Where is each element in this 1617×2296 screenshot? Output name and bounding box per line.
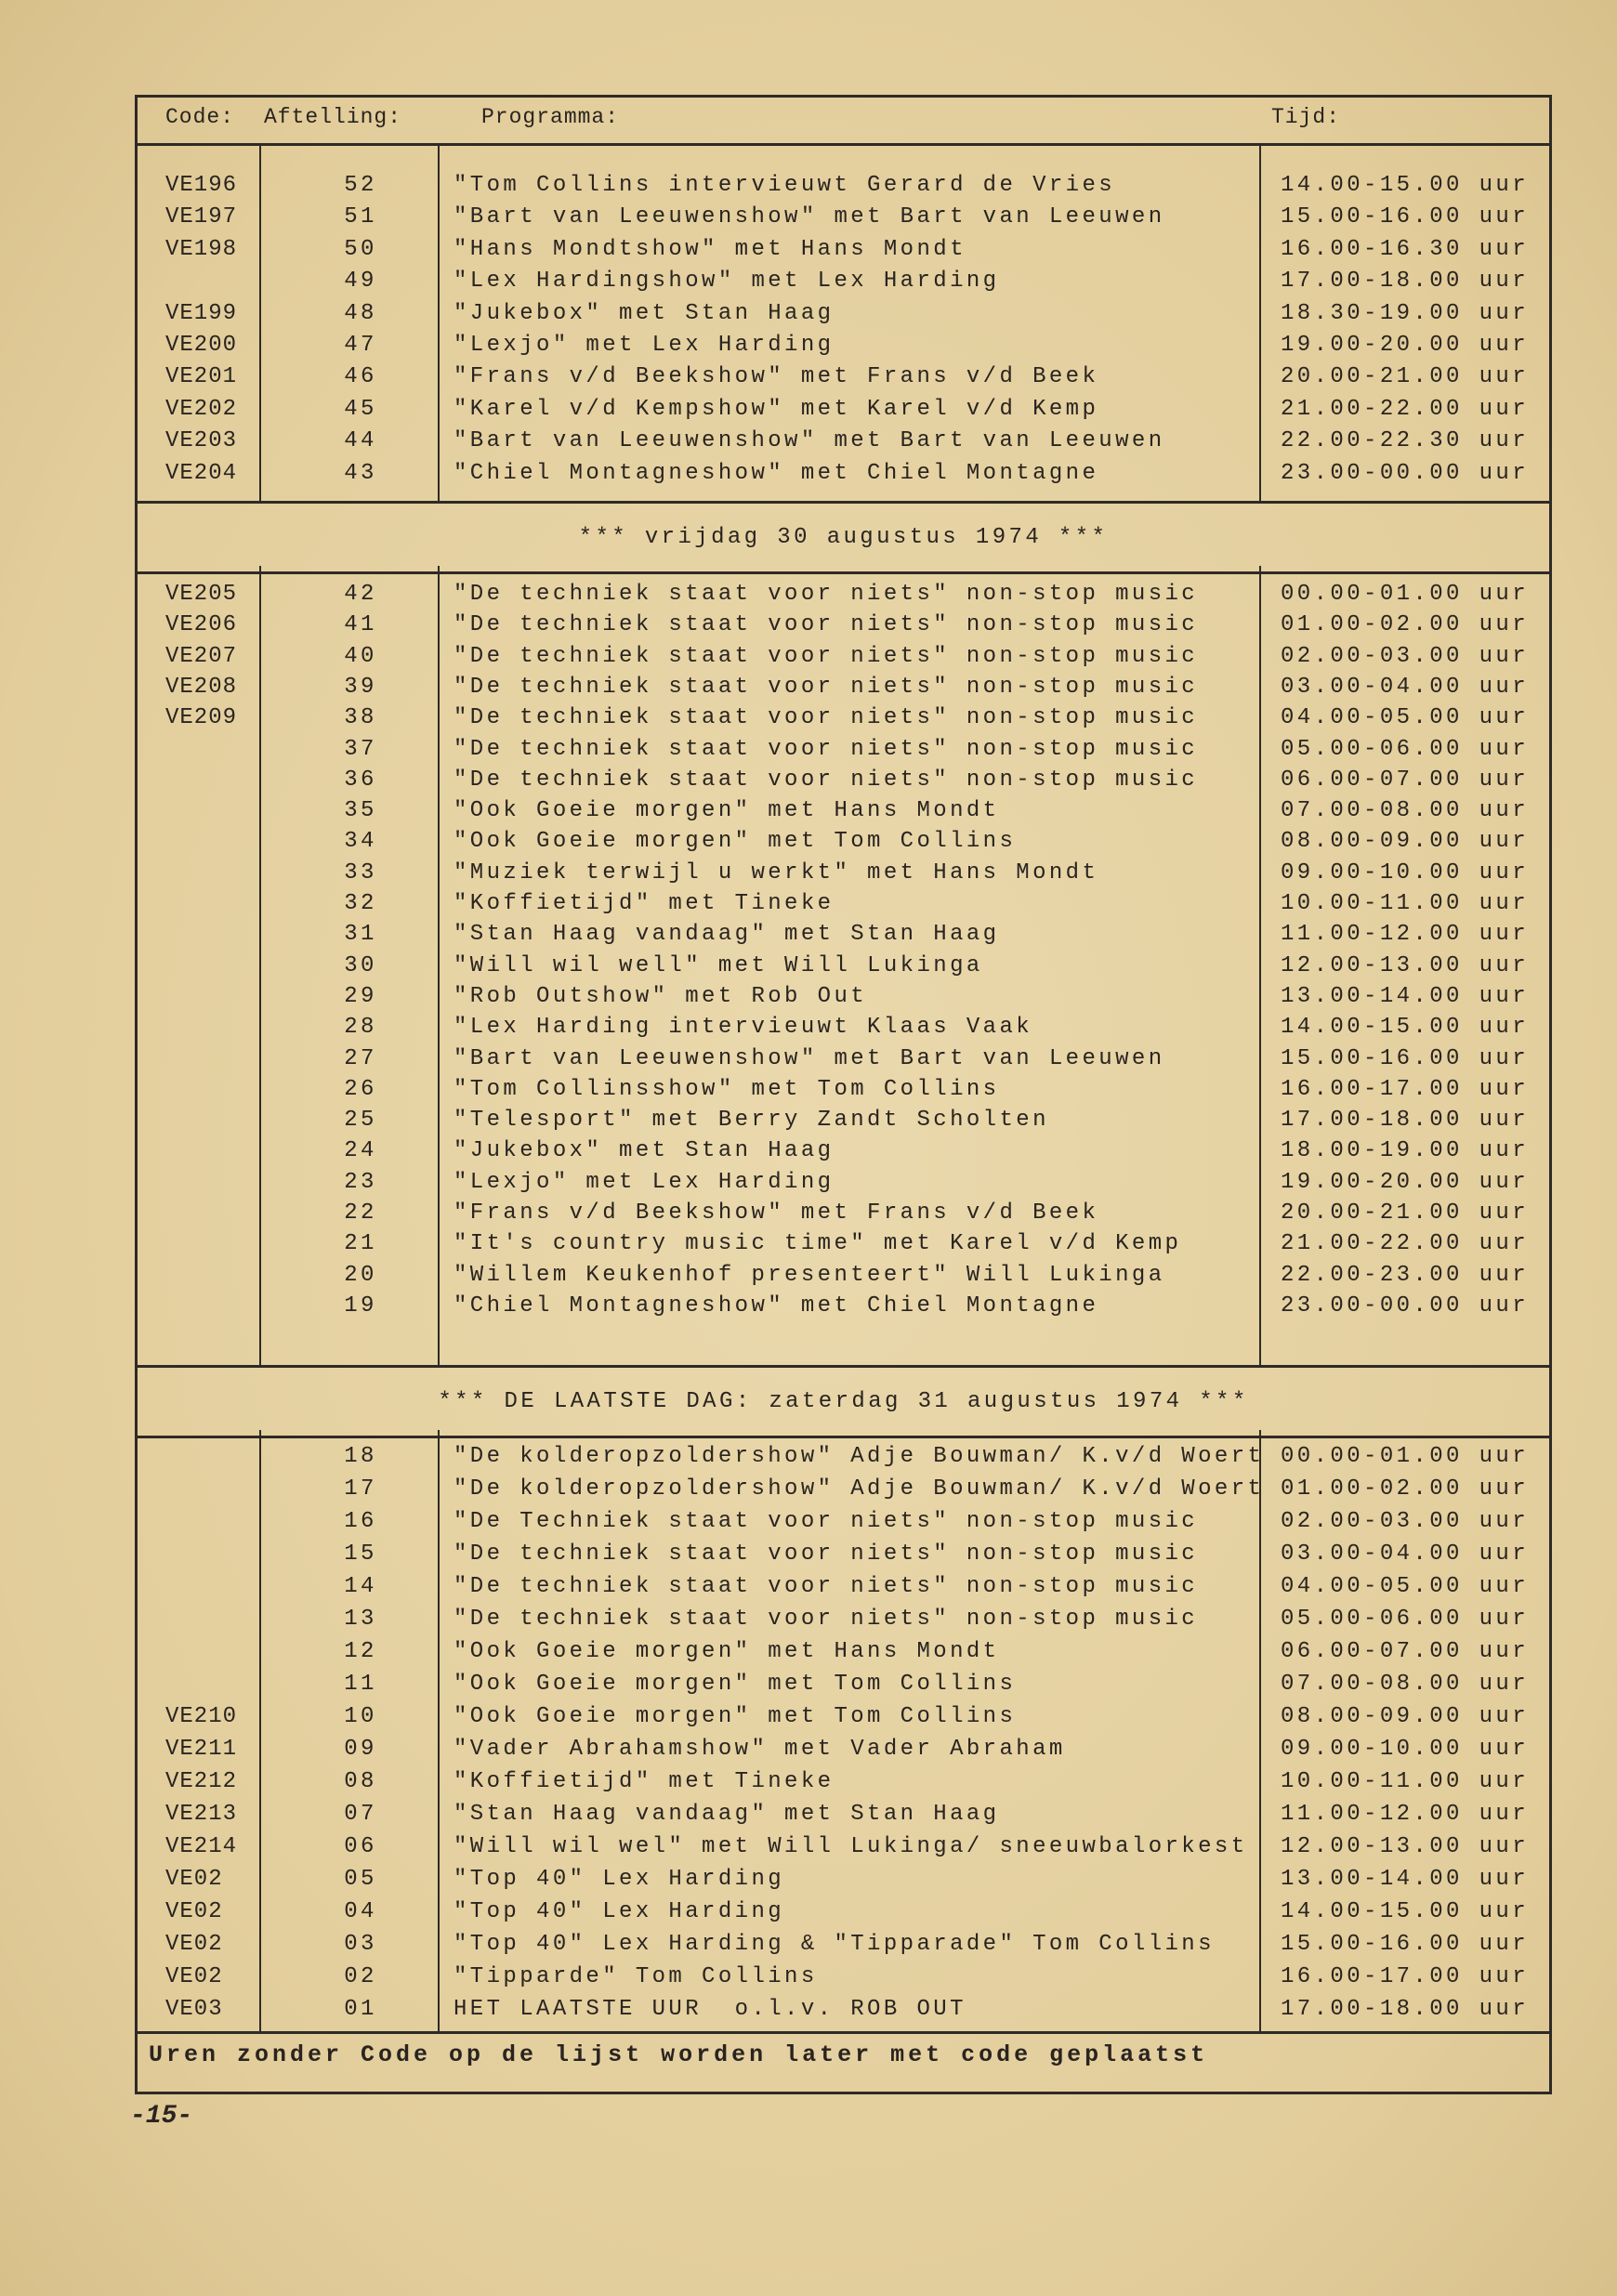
programma-cell: "De techniek staat voor niets" non-stop music <box>454 736 1199 762</box>
programma-cell: "Muziek terwijl u werkt" met Hans Mondt <box>454 859 1099 886</box>
code-cell: VE203 <box>165 428 238 454</box>
section-divider <box>138 1365 1549 1368</box>
programma-cell: "Karel v/d Kempshow" met Karel v/d Kemp <box>454 396 1099 422</box>
programma-cell: "Bart van Leeuwenshow" met Bart van Leeuwen <box>454 204 1165 230</box>
aftelling-cell: 26 <box>344 1076 377 1102</box>
aftelling-cell: 10 <box>344 1704 377 1729</box>
programma-cell: "Top 40" Lex Harding & "Tipparade" Tom Collins <box>454 1932 1215 1957</box>
aftelling-cell: 39 <box>344 674 377 700</box>
aftelling-cell: 46 <box>344 364 377 390</box>
table-row <box>138 952 1549 980</box>
tijd-cell: 11.00-12.00 uur <box>1281 1802 1530 1827</box>
aftelling-cell: 20 <box>344 1262 377 1288</box>
aftelling-cell: 13 <box>344 1607 377 1632</box>
header-tijd: Tijd: <box>1271 105 1341 129</box>
programma-cell: HET LAATSTE UUR o.l.v. ROB OUT <box>454 1997 966 2022</box>
code-cell: VE204 <box>165 460 238 486</box>
programma-cell: "Rob Outshow" met Rob Out <box>454 983 868 1009</box>
aftelling-cell: 52 <box>344 173 377 198</box>
code-cell: VE03 <box>165 1997 223 2022</box>
table-row <box>138 1230 1549 1258</box>
tijd-cell: 20.00-21.00 uur <box>1281 364 1530 390</box>
aftelling-cell: 35 <box>344 798 377 824</box>
code-cell: VE205 <box>165 582 238 607</box>
code-cell: VE02 <box>165 1899 223 1924</box>
tijd-cell: 19.00-20.00 uur <box>1281 333 1530 358</box>
programma-cell: "Lex Harding intervieuwt Klaas Vaak <box>454 1015 1033 1041</box>
aftelling-cell: 15 <box>344 1542 377 1567</box>
tijd-cell: 16.00-17.00 uur <box>1281 1964 1530 1989</box>
tijd-cell: 11.00-12.00 uur <box>1281 922 1530 948</box>
aftelling-cell: 31 <box>344 922 377 948</box>
table-row <box>138 1045 1549 1073</box>
table-row <box>138 921 1549 949</box>
tijd-cell: 07.00-08.00 uur <box>1281 798 1530 824</box>
programma-cell: "De Techniek staat voor niets" non-stop music <box>454 1509 1199 1534</box>
aftelling-cell: 01 <box>344 1997 377 2022</box>
tijd-cell: 05.00-06.00 uur <box>1281 1607 1530 1632</box>
programma-cell: "Vader Abrahamshow" met Vader Abraham <box>454 1737 1066 1762</box>
aftelling-cell: 32 <box>344 891 377 916</box>
table-row <box>138 1107 1549 1135</box>
programma-cell: "Bart van Leeuwenshow" met Bart van Leeuwen <box>454 1045 1165 1071</box>
programma-cell: "Jukebox" met Stan Haag <box>454 1138 835 1164</box>
programma-cell: "Will wil wel" met Will Lukinga/ sneeuwbalorkest <box>454 1834 1248 1859</box>
aftelling-cell: 48 <box>344 300 377 326</box>
table-row <box>138 1508 1549 1536</box>
programma-cell: "Top 40" Lex Harding <box>454 1867 785 1892</box>
code-cell: VE199 <box>165 300 238 326</box>
programma-cell: "Stan Haag vandaag" met Stan Haag <box>454 922 1000 948</box>
table-row <box>138 1638 1549 1666</box>
tijd-cell: 16.00-17.00 uur <box>1281 1076 1530 1102</box>
code-cell: VE196 <box>165 173 238 198</box>
tijd-cell: 21.00-22.00 uur <box>1281 1231 1530 1257</box>
programma-cell: "De techniek staat voor niets" non-stop music <box>454 1574 1199 1599</box>
tijd-cell: 18.00-19.00 uur <box>1281 1138 1530 1164</box>
tijd-cell: 05.00-06.00 uur <box>1281 736 1530 762</box>
aftelling-cell: 24 <box>344 1138 377 1164</box>
programma-cell: "Top 40" Lex Harding <box>454 1899 785 1924</box>
programma-cell: "Lexjo" met Lex Harding <box>454 1169 835 1195</box>
tijd-cell: 15.00-16.00 uur <box>1281 204 1530 230</box>
table-row <box>138 363 1549 391</box>
programma-cell: "Lex Hardingshow" met Lex Harding <box>454 269 1000 295</box>
schedule-table <box>135 95 1552 2094</box>
aftelling-cell: 41 <box>344 612 377 638</box>
aftelling-cell: 04 <box>344 1899 377 1924</box>
aftelling-cell: 29 <box>344 983 377 1009</box>
tijd-cell: 03.00-04.00 uur <box>1281 674 1530 700</box>
tijd-cell: 04.00-05.00 uur <box>1281 705 1530 731</box>
aftelling-cell: 25 <box>344 1108 377 1134</box>
tijd-cell: 21.00-22.00 uur <box>1281 396 1530 422</box>
code-cell: VE200 <box>165 333 238 358</box>
tijd-cell: 17.00-18.00 uur <box>1281 1997 1530 2022</box>
day-banner: *** vrijdag 30 augustus 1974 *** <box>578 525 1109 550</box>
aftelling-cell: 28 <box>344 1015 377 1041</box>
table-row <box>138 1076 1549 1104</box>
tijd-cell: 09.00-10.00 uur <box>1281 1737 1530 1762</box>
tijd-cell: 17.00-18.00 uur <box>1281 269 1530 295</box>
table-row <box>138 581 1549 609</box>
tijd-cell: 17.00-18.00 uur <box>1281 1108 1530 1134</box>
tijd-cell: 02.00-03.00 uur <box>1281 643 1530 669</box>
tijd-cell: 15.00-16.00 uur <box>1281 1045 1530 1071</box>
table-row <box>138 1137 1549 1165</box>
aftelling-cell: 17 <box>344 1476 377 1502</box>
aftelling-cell: 40 <box>344 643 377 669</box>
table-row <box>138 1292 1549 1320</box>
programma-cell: "Frans v/d Beekshow" met Frans v/d Beek <box>454 1200 1099 1226</box>
tijd-cell: 18.30-19.00 uur <box>1281 300 1530 326</box>
programma-cell: "De techniek staat voor niets" non-stop music <box>454 705 1199 731</box>
aftelling-cell: 07 <box>344 1802 377 1827</box>
tijd-cell: 03.00-04.00 uur <box>1281 1542 1530 1567</box>
programma-cell: "Telesport" met Berry Zandt Scholten <box>454 1108 1049 1134</box>
table-row <box>138 983 1549 1011</box>
programma-cell: "Stan Haag vandaag" met Stan Haag <box>454 1802 1000 1827</box>
tijd-cell: 14.00-15.00 uur <box>1281 1899 1530 1924</box>
code-cell: VE201 <box>165 364 238 390</box>
code-cell: VE02 <box>165 1964 223 1989</box>
table-row <box>138 1898 1549 1926</box>
tijd-cell: 23.00-00.00 uur <box>1281 1292 1530 1319</box>
code-cell: VE214 <box>165 1834 238 1859</box>
table-row <box>138 236 1549 264</box>
code-cell: VE211 <box>165 1737 238 1762</box>
programma-cell: "Bart van Leeuwenshow" met Bart van Leeuwen <box>454 428 1165 454</box>
tijd-cell: 01.00-02.00 uur <box>1281 1476 1530 1502</box>
table-row <box>138 268 1549 295</box>
table-row <box>138 1996 1549 2024</box>
tijd-cell: 16.00-16.30 uur <box>1281 236 1530 262</box>
tijd-cell: 14.00-15.00 uur <box>1281 1015 1530 1041</box>
programma-cell: "Koffietijd" met Tineke <box>454 891 835 916</box>
table-row <box>138 828 1549 856</box>
programma-cell: "Ook Goeie morgen" met Tom Collins <box>454 1672 1017 1697</box>
programma-cell: "Tom Collinsshow" met Tom Collins <box>454 1076 1000 1102</box>
aftelling-cell: 12 <box>344 1639 377 1664</box>
programma-cell: "Tipparde" Tom Collins <box>454 1964 818 1989</box>
tijd-cell: 10.00-11.00 uur <box>1281 891 1530 916</box>
programma-cell: "De techniek staat voor niets" non-stop music <box>454 1542 1199 1567</box>
programma-cell: "Koffietijd" met Tineke <box>454 1769 835 1794</box>
programma-cell: "De techniek staat voor niets" non-stop music <box>454 674 1199 700</box>
table-row <box>138 332 1549 360</box>
table-row <box>138 1833 1549 1861</box>
aftelling-cell: 23 <box>344 1169 377 1195</box>
tijd-cell: 04.00-05.00 uur <box>1281 1574 1530 1599</box>
tijd-cell: 20.00-21.00 uur <box>1281 1200 1530 1226</box>
aftelling-cell: 51 <box>344 204 377 230</box>
code-cell: VE210 <box>165 1704 238 1729</box>
programma-cell: "Ook Goeie morgen" met Tom Collins <box>454 1704 1017 1729</box>
tijd-cell: 22.00-23.00 uur <box>1281 1262 1530 1288</box>
aftelling-cell: 30 <box>344 952 377 978</box>
table-row <box>138 1768 1549 1796</box>
aftelling-cell: 43 <box>344 460 377 486</box>
aftelling-cell: 50 <box>344 236 377 262</box>
programma-cell: "Frans v/d Beekshow" met Frans v/d Beek <box>454 364 1099 390</box>
table-row <box>138 1443 1549 1471</box>
header-divider <box>138 143 1549 146</box>
tijd-cell: 08.00-09.00 uur <box>1281 829 1530 855</box>
programma-cell: "Ook Goeie morgen" met Hans Mondt <box>454 798 1000 824</box>
code-cell: VE207 <box>165 643 238 669</box>
code-cell: VE02 <box>165 1932 223 1957</box>
programma-cell: "Ook Goeie morgen" met Hans Mondt <box>454 1639 1000 1664</box>
table-row <box>138 1671 1549 1699</box>
aftelling-cell: 34 <box>344 829 377 855</box>
table-row <box>138 797 1549 825</box>
aftelling-cell: 45 <box>344 396 377 422</box>
programma-cell: "De kolderopzoldershow" Adje Bouwman/ K.v/d Woert <box>454 1476 1265 1502</box>
tijd-cell: 23.00-00.00 uur <box>1281 460 1530 486</box>
aftelling-cell: 27 <box>344 1045 377 1071</box>
tijd-cell: 09.00-10.00 uur <box>1281 859 1530 886</box>
aftelling-cell: 49 <box>344 269 377 295</box>
table-row <box>138 1476 1549 1503</box>
tijd-cell: 22.00-22.30 uur <box>1281 428 1530 454</box>
code-cell: VE197 <box>165 204 238 230</box>
tijd-cell: 02.00-03.00 uur <box>1281 1509 1530 1534</box>
footer-note: Uren zonder Code op de lijst worden later met code geplaatst <box>149 2041 1209 2068</box>
programma-cell: "De techniek staat voor niets" non-stop music <box>454 1607 1199 1632</box>
tijd-cell: 01.00-02.00 uur <box>1281 612 1530 638</box>
programma-cell: "De techniek staat voor niets" non-stop music <box>454 582 1199 607</box>
section-divider <box>138 2031 1549 2034</box>
banner-divider <box>138 1436 1549 1438</box>
tijd-cell: 13.00-14.00 uur <box>1281 983 1530 1009</box>
programma-cell: "Chiel Montagneshow" met Chiel Montagne <box>454 1292 1099 1319</box>
tijd-cell: 07.00-08.00 uur <box>1281 1672 1530 1697</box>
aftelling-cell: 14 <box>344 1574 377 1599</box>
aftelling-cell: 33 <box>344 859 377 886</box>
table-row <box>138 1262 1549 1290</box>
aftelling-cell: 21 <box>344 1231 377 1257</box>
code-cell: VE202 <box>165 396 238 422</box>
header-aftelling: Aftelling: <box>264 105 402 129</box>
table-row <box>138 767 1549 794</box>
aftelling-cell: 11 <box>344 1672 377 1697</box>
section-divider <box>138 501 1549 504</box>
programma-cell: "De techniek staat voor niets" non-stop music <box>454 643 1199 669</box>
programma-cell: "De techniek staat voor niets" non-stop music <box>454 767 1199 793</box>
table-row <box>138 1801 1549 1829</box>
aftelling-cell: 06 <box>344 1834 377 1859</box>
tijd-cell: 13.00-14.00 uur <box>1281 1867 1530 1892</box>
tijd-cell: 14.00-15.00 uur <box>1281 173 1530 198</box>
table-row <box>138 643 1549 671</box>
code-cell: VE198 <box>165 236 238 262</box>
code-cell: VE206 <box>165 612 238 638</box>
table-row <box>138 1963 1549 1991</box>
table-row <box>138 1200 1549 1227</box>
table-row <box>138 1866 1549 1894</box>
aftelling-cell: 09 <box>344 1737 377 1762</box>
code-cell: VE212 <box>165 1769 238 1794</box>
tijd-cell: 15.00-16.00 uur <box>1281 1932 1530 1957</box>
programma-cell: "Jukebox" met Stan Haag <box>454 300 835 326</box>
code-cell: VE02 <box>165 1867 223 1892</box>
aftelling-cell: 18 <box>344 1444 377 1469</box>
table-row <box>138 300 1549 328</box>
programma-cell: "De techniek staat voor niets" non-stop music <box>454 612 1199 638</box>
tijd-cell: 19.00-20.00 uur <box>1281 1169 1530 1195</box>
table-row <box>138 704 1549 732</box>
tijd-cell: 06.00-07.00 uur <box>1281 1639 1530 1664</box>
tijd-cell: 06.00-07.00 uur <box>1281 767 1530 793</box>
aftelling-cell: 37 <box>344 736 377 762</box>
aftelling-cell: 08 <box>344 1769 377 1794</box>
programma-cell: "De kolderopzoldershow" Adje Bouwman/ K.v/d Woert <box>454 1444 1265 1469</box>
table-row <box>138 427 1549 455</box>
header-code: Code: <box>165 105 235 129</box>
aftelling-cell: 44 <box>344 428 377 454</box>
table-row <box>138 203 1549 231</box>
programma-cell: "Lexjo" met Lex Harding <box>454 333 835 358</box>
table-row <box>138 1541 1549 1568</box>
aftelling-cell: 02 <box>344 1964 377 1989</box>
programma-cell: "Tom Collins intervieuwt Gerard de Vries <box>454 173 1116 198</box>
aftelling-cell: 47 <box>344 333 377 358</box>
aftelling-cell: 19 <box>344 1292 377 1319</box>
tijd-cell: 00.00-01.00 uur <box>1281 582 1530 607</box>
banner-divider <box>138 571 1549 574</box>
aftelling-cell: 16 <box>344 1509 377 1534</box>
table-row <box>138 396 1549 424</box>
table-row <box>138 1169 1549 1197</box>
day-banner: *** DE LAATSTE DAG: zaterdag 31 augustus 1974 *** <box>438 1389 1249 1414</box>
aftelling-cell: 22 <box>344 1200 377 1226</box>
aftelling-cell: 36 <box>344 767 377 793</box>
programma-cell: "Ook Goeie morgen" met Tom Collins <box>454 829 1017 855</box>
table-row <box>138 859 1549 887</box>
aftelling-cell: 05 <box>344 1867 377 1892</box>
table-row <box>138 1931 1549 1959</box>
programma-cell: "Willem Keukenhof presenteert" Will Lukinga <box>454 1262 1165 1288</box>
programma-cell: "Will wil well" met Will Lukinga <box>454 952 983 978</box>
programma-cell: "Chiel Montagneshow" met Chiel Montagne <box>454 460 1099 486</box>
header-programma: Programma: <box>481 105 620 129</box>
table-row <box>138 1606 1549 1633</box>
table-row <box>138 736 1549 764</box>
aftelling-cell: 42 <box>344 582 377 607</box>
programma-cell: "It's country music time" met Karel v/d Kemp <box>454 1231 1182 1257</box>
table-row <box>138 1014 1549 1042</box>
table-row <box>138 674 1549 702</box>
tijd-cell: 00.00-01.00 uur <box>1281 1444 1530 1469</box>
table-row <box>138 1703 1549 1731</box>
code-cell: VE209 <box>165 705 238 731</box>
table-row <box>138 611 1549 639</box>
page-number: -15- <box>130 2102 193 2131</box>
table-row <box>138 172 1549 200</box>
table-row <box>138 1573 1549 1601</box>
aftelling-cell: 03 <box>344 1932 377 1957</box>
code-cell: VE213 <box>165 1802 238 1827</box>
tijd-cell: 10.00-11.00 uur <box>1281 1769 1530 1794</box>
code-cell: VE208 <box>165 674 238 700</box>
aftelling-cell: 38 <box>344 705 377 731</box>
tijd-cell: 08.00-09.00 uur <box>1281 1704 1530 1729</box>
programma-cell: "Hans Mondtshow" met Hans Mondt <box>454 236 966 262</box>
table-row <box>138 1736 1549 1764</box>
tijd-cell: 12.00-13.00 uur <box>1281 1834 1530 1859</box>
tijd-cell: 12.00-13.00 uur <box>1281 952 1530 978</box>
table-row <box>138 460 1549 488</box>
table-row <box>138 890 1549 918</box>
